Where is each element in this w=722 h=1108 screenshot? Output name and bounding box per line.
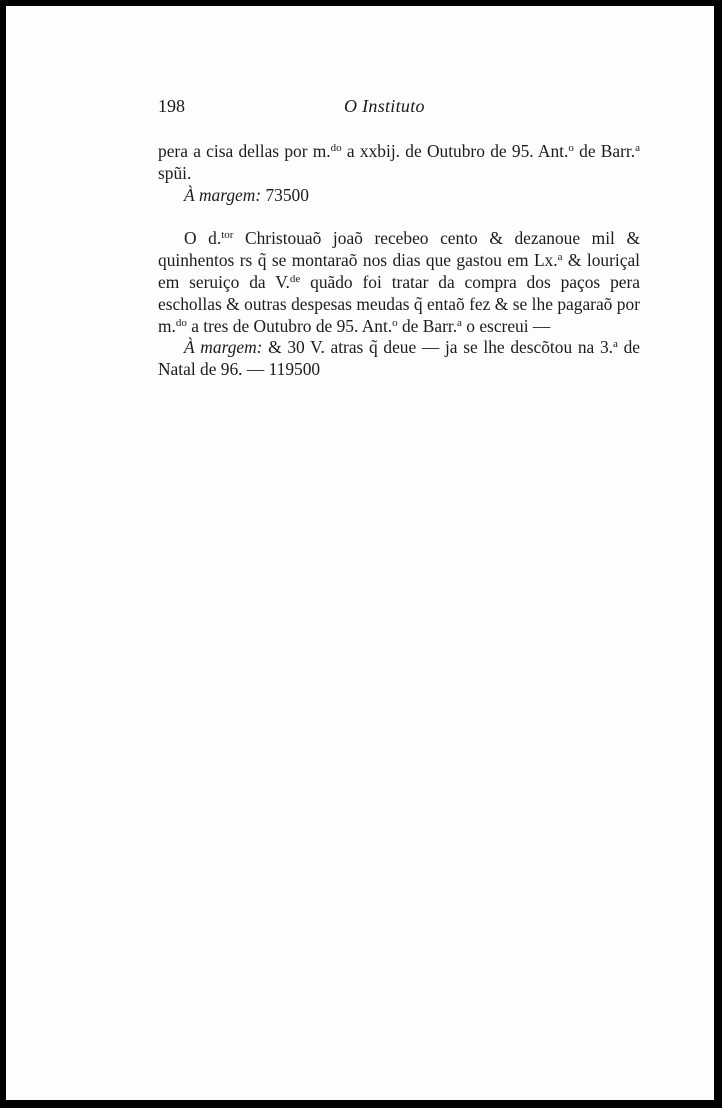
- paragraph-1-text: de Barr.: [573, 141, 636, 161]
- paragraph-2: [158, 228, 640, 337]
- paragraph-2-text: o escreui —: [461, 315, 551, 336]
- paragraph-2-text: de Barr.: [397, 315, 458, 336]
- superscript: do: [175, 316, 187, 329]
- paragraph-1: [158, 141, 640, 185]
- page-number: 198: [158, 96, 185, 116]
- paragraph-1-text: a xxbij. de Outubro de 95. Ant.: [341, 141, 569, 161]
- superscript: tor: [221, 229, 234, 242]
- superscript: a: [612, 338, 618, 351]
- margin-note-value: 73500: [261, 184, 309, 205]
- paragraph-2-text: & louriçal em seruiço da V.: [158, 250, 640, 292]
- superscript: a: [557, 251, 563, 264]
- running-title: O Instituto: [344, 96, 425, 116]
- superscript: a: [635, 142, 640, 154]
- paragraph-1-text: spũi.: [158, 162, 192, 183]
- paragraph-2-text: a tres de Outubro de 95. Ant.: [186, 315, 393, 336]
- paragraph-2-text: Christouaõ joaõ recebeo cento & dezanoue mil & quinhentos rs q̃ se montaraõ nos dias que gastou em Lx.: [158, 228, 640, 271]
- margin-note-text: & 30 V. atras q̃ deue — ja se lhe descõtou na 3.: [262, 337, 613, 358]
- margin-note-label: À margem:: [184, 184, 262, 205]
- margin-note-label: À margem:: [184, 337, 263, 358]
- body-text: [158, 141, 640, 381]
- margin-note-2: [158, 337, 640, 381]
- paragraph-1-text: pera a cisa dellas por m.: [158, 141, 331, 161]
- paragraph-2-text: quãdo foi tratar da compra dos paços pera eschollas & outras despesas meudas q̃ entaõ fez & se lhe pagaraõ por m.: [158, 271, 640, 336]
- superscript: de: [289, 272, 301, 285]
- margin-note-text: de Natal de 96. — 119500: [158, 337, 640, 380]
- paragraph-2-text: O d.: [184, 228, 222, 249]
- margin-note-1: [158, 185, 640, 207]
- superscript: o: [392, 316, 398, 329]
- superscript: a: [457, 316, 462, 329]
- book-page: [6, 6, 714, 1100]
- superscript: o: [568, 142, 574, 154]
- superscript: do: [330, 142, 342, 154]
- page-header: [158, 96, 640, 124]
